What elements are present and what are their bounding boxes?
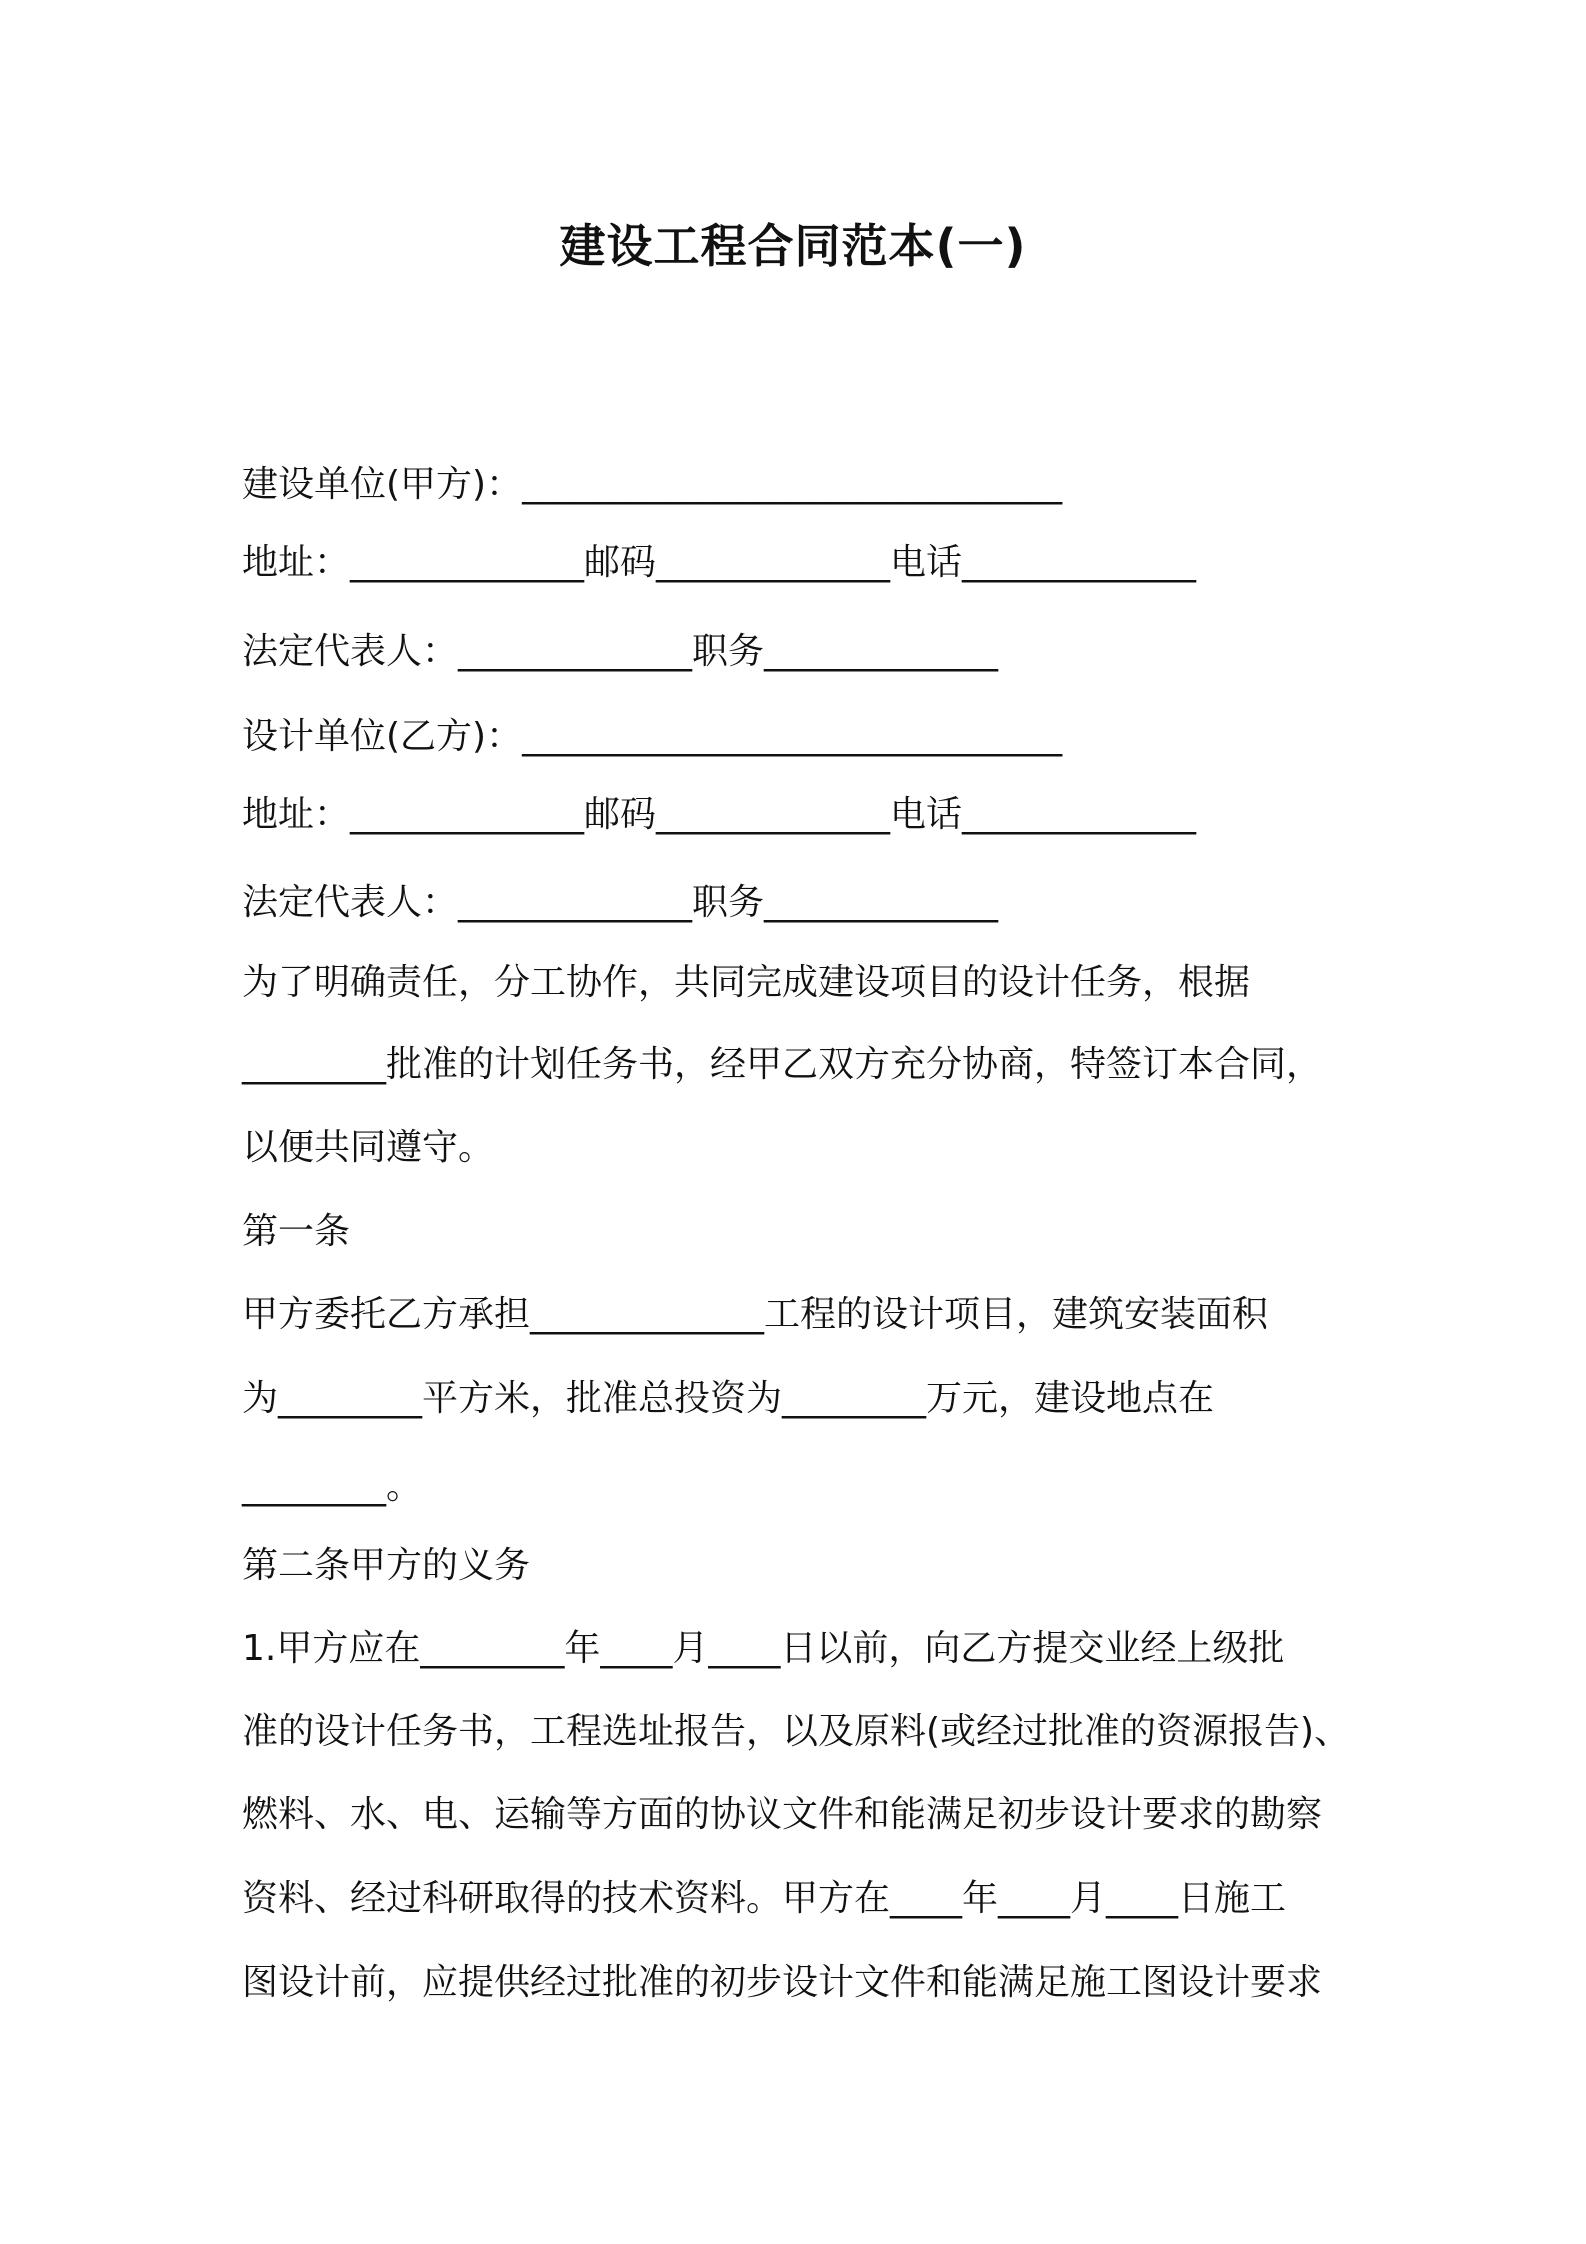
party-b-name-line: 设计单位(乙方)：______________________________ bbox=[242, 716, 1063, 757]
article-2-line-4: 资料、经过科研取得的技术资料。甲方在____年____月____日施工 bbox=[242, 1878, 1287, 1919]
party-b-address-line: 地址：_____________邮码_____________电话_____________ bbox=[242, 794, 1197, 835]
article-2-line-2: 准的设计任务书，工程选址报告，以及原料(或经过批准的资源报告)、 bbox=[242, 1711, 1351, 1752]
party-a-name-line: 建设单位(甲方)：______________________________ bbox=[242, 464, 1063, 505]
article-2-heading: 第二条甲方的义务 bbox=[242, 1545, 531, 1586]
party-a-address-line: 地址：_____________邮码_____________电话_____________ bbox=[242, 542, 1197, 583]
document-title: 建设工程合同范本(一) bbox=[559, 219, 1027, 273]
preamble-line-2: ________批准的计划任务书，经甲乙双方充分协商，特签订本合同， bbox=[242, 1044, 1323, 1085]
preamble-line-3: 以便共同遵守。 bbox=[242, 1127, 495, 1168]
article-1-line-3: ________。 bbox=[242, 1466, 423, 1507]
article-2-line-5: 图设计前，应提供经过批准的初步设计文件和能满足施工图设计要求 bbox=[242, 1962, 1323, 2003]
party-b-representative-line: 法定代表人：_____________职务_____________ bbox=[242, 882, 999, 923]
article-2-line-3: 燃料、水、电、运输等方面的协议文件和能满足初步设计要求的勘察 bbox=[242, 1794, 1323, 1835]
party-a-representative-line: 法定代表人：_____________职务_____________ bbox=[242, 631, 999, 672]
preamble-line-1: 为了明确责任，分工协作，共同完成建设项目的设计任务，根据 bbox=[242, 962, 1251, 1003]
article-1-heading: 第一条 bbox=[242, 1211, 351, 1252]
article-2-line-1: 1.甲方应在________年____月____日以前，向乙方提交业经上级批 bbox=[242, 1628, 1285, 1669]
article-1-line-1: 甲方委托乙方承担_____________工程的设计项目，建筑安装面积 bbox=[242, 1294, 1269, 1335]
article-1-line-2: 为________平方米，批准总投资为________万元，建设地点在 bbox=[242, 1378, 1215, 1419]
